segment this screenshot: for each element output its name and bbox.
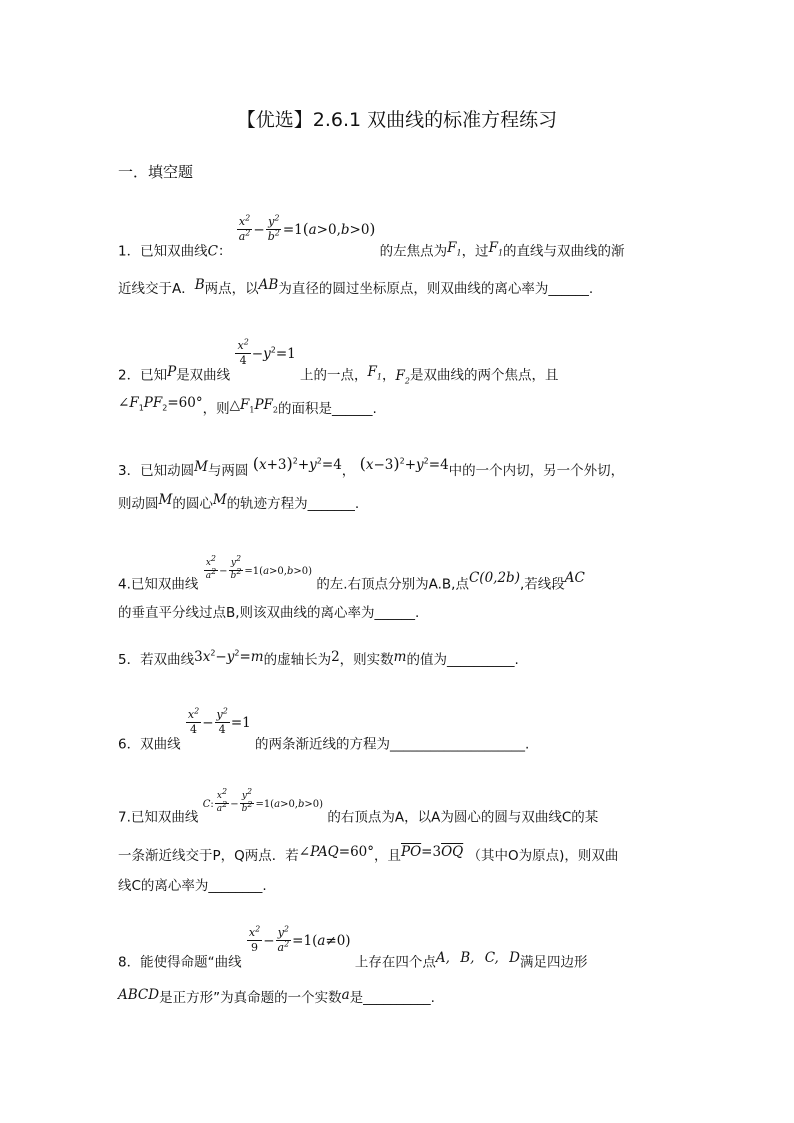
question-4-line-1: 4.已知双曲线 $\frac{x^2}{a^2}$ − $\frac{y^2}{b^2}$ =1(a>0,b>0) 的左.右顶点分别为A.B,点C(0,2b),若线段AC xyxy=(118,554,585,593)
math-F1: $F_1$ xyxy=(367,363,383,382)
math-triangle-F1PF2: $\triangle F_1PF_2$ xyxy=(229,397,278,415)
question-8-line-1: 8．能使得命题“曲线 $\frac{x^2}{9}$ − $\frac{y^2}{a^2}$ =1(a≠0) 上存在四个点A, B, C, D满足四边形 xyxy=(118,924,588,971)
math-angle-PAQ: ∠PAQ=60° xyxy=(298,844,375,860)
math-M: M xyxy=(194,459,208,475)
math-F1: $F_1$ xyxy=(447,239,462,258)
question-5-line-1: 5．若双曲线$3x^2-y^2=m$的虚轴长为2，则实数m的值为__________. xyxy=(118,648,519,668)
question-2-line-1: 2．已知P是双曲线 $\frac{x^2}{4}$ $-y^2=1$ 上的一点，$F_1$，$F_2$是双曲线的两个焦点，且 xyxy=(118,337,559,386)
math-M: M xyxy=(212,492,227,508)
math-circle-2: $(x-3)^2+y^2=4$ xyxy=(359,454,449,473)
math-ABCD: ABCD xyxy=(118,987,160,1003)
math-point-C: C(0,2b) xyxy=(468,570,520,587)
math-C: C xyxy=(207,243,218,260)
math-hyperbola-small: $\frac{x^2}{a^2}$ − $\frac{y^2}{b^2}$ =1(a>0,b>0) xyxy=(205,554,313,581)
math-hyperbola-x2-9: $\frac{x^2}{9}$ − $\frac{y^2}{a^2}$ =1(a≠0) xyxy=(248,924,351,955)
page-title: 【优选】2.6.1 双曲线的标准方程练习 xyxy=(236,109,558,131)
math-P: P xyxy=(167,363,177,380)
math-B: B xyxy=(194,277,205,293)
math-AC: AC xyxy=(564,570,585,587)
math-m: m xyxy=(393,649,407,665)
math-F1: $F_1$ xyxy=(488,239,504,258)
question-6-line-1: 6．双曲线 $\frac{x^2}{4}$ − $\frac{y^2}{4}$ =1 的两条渐近线的方程为____________________. xyxy=(118,706,530,753)
math-angle-F1PF2: $\angle F_1PF_2=60^\circ$ xyxy=(118,395,203,413)
question-7-line-3: 线C的离心率为________. xyxy=(118,878,267,894)
question-3-line-2: 则动圆M的圆心M的轨迹方程为_______. xyxy=(118,492,360,512)
math-hyperbola-x2-4-y2-4: $\frac{x^2}{4}$ − $\frac{y^2}{4}$ =1 xyxy=(187,706,251,737)
question-1-line-1: 1．已知双曲线C： $\frac{x^2}{a^2}$ − $\frac{y^2}{b^2}$ =1(a>0,b>0) 的左焦点为$F_1$，过$F_1$的直线与双曲线的渐 xyxy=(118,213,625,260)
math-a: a xyxy=(341,987,350,1003)
math-2: 2 xyxy=(331,649,340,665)
math-hyperbola-C-small: C: $\frac{x^2}{a^2}$ − $\frac{y^2}{b^2}$ =1(a>0,b>0) xyxy=(202,787,324,814)
question-7-line-1: 7.已知双曲线 C: $\frac{x^2}{a^2}$ − $\frac{y^2}{b^2}$ =1(a>0,b>0) 的右顶点为A，以A为圆心的圆与双曲线C的某 xyxy=(118,787,599,826)
section-heading: 一．填空题 xyxy=(118,163,194,181)
math-circle-1: $(x+3)^2+y^2=4$ xyxy=(252,454,342,473)
question-4-line-2: 的垂直平分线过点B,则该双曲线的离心率为______. xyxy=(118,605,420,621)
question-3-line-1: 3．已知动圆M与两圆 $(x+3)^2+y^2=4$， $(x-3)^2+y^2=4$中的一个内切，另一个外切， xyxy=(118,454,625,479)
math-F2: $F_2$ xyxy=(395,367,410,386)
math-3x2-y2-m: $3x^2-y^2=m$ xyxy=(194,648,264,665)
math-points-ABCD: A, B, C, D xyxy=(435,949,520,966)
math-hyperbola-equation: $\frac{x^2}{a^2}$ − $\frac{y^2}{b^2}$ =1(a>0,b>0) xyxy=(238,213,376,244)
question-2-line-2: $\angle F_1PF_2=60^\circ$，则$\triangle F_1PF_2$的面积是______. xyxy=(118,395,377,417)
math-vector-PO-3OQ: $\overline{PO}=3\overline{OQ}$ xyxy=(401,844,464,860)
question-8-line-2: ABCD是正方形”为真命题的一个实数a是__________. xyxy=(118,987,435,1006)
math-hyperbola-x2-4: $\frac{x^2}{4}$ $-y^2=1$ xyxy=(237,337,296,368)
question-1-line-2: 近线交于A．B两点，以AB为直径的圆过坐标原点，则双曲线的离心率为______. xyxy=(118,277,594,297)
question-7-line-2: 一条渐近线交于P，Q两点．若∠PAQ=60°，且$\overline{PO}=3\overline{OQ}$ （其中O为原点)，则双曲 xyxy=(118,844,619,864)
math-AB: AB xyxy=(258,277,279,293)
math-M: M xyxy=(158,492,173,508)
